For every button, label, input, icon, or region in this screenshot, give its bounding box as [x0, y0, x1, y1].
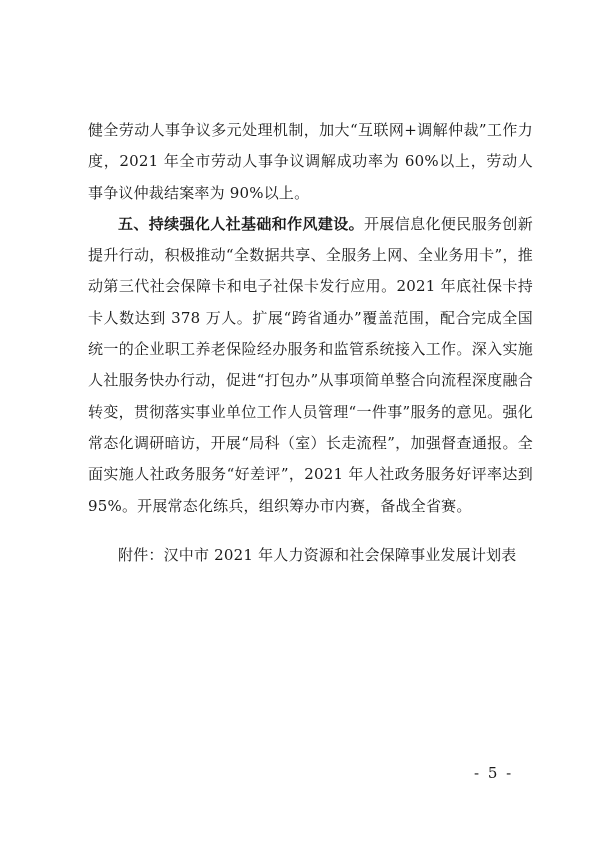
paragraph-section-five — [88, 209, 533, 522]
paragraph-dispute-mechanism: 健全劳动人事争议多元处理机制，加大“互联网+调解仲裁”工作力度，2021 年全市劳动人事争议调解成功率为 60%以上，劳动人事争议仲裁结案率为 90%以上。 — [88, 121, 533, 202]
body-text — [88, 115, 533, 522]
section-five-body: 开展信息化便民服务创新提升行动，积极推动“全数据共享、全服务上网、全业务用卡”，推动第三代社会保障卡和电子社保卡发行应用。2021 年底社保卡持卡人数达到 378 万人。扩展“跨省通办”覆盖范围，配合完成全国统一的企业职工养老保险经办服务和监管系统接入工作。深入实施人社服务快办行动，促进“打包办”从事项简单整合向流程深度融合转变，贯彻落实事业单位工作人员管理“一件事”服务的意见。强化常态化调研暗访，开展“局科（室）长走流程”，加强督查通报。全面实施人社政务服务“好差评”，2021 年人社政务服务好评率达到 95%。开展常态化练兵，组织筹办市内赛，备战全省赛。 — [88, 214, 533, 515]
section-five-heading: 五、持续强化人社基础和作风建设。 — [118, 214, 365, 233]
page-number: - 5 - — [474, 764, 514, 782]
attachment-line: 附件：汉中市 2021 年人力资源和社会保障事业发展计划表 — [118, 546, 517, 564]
